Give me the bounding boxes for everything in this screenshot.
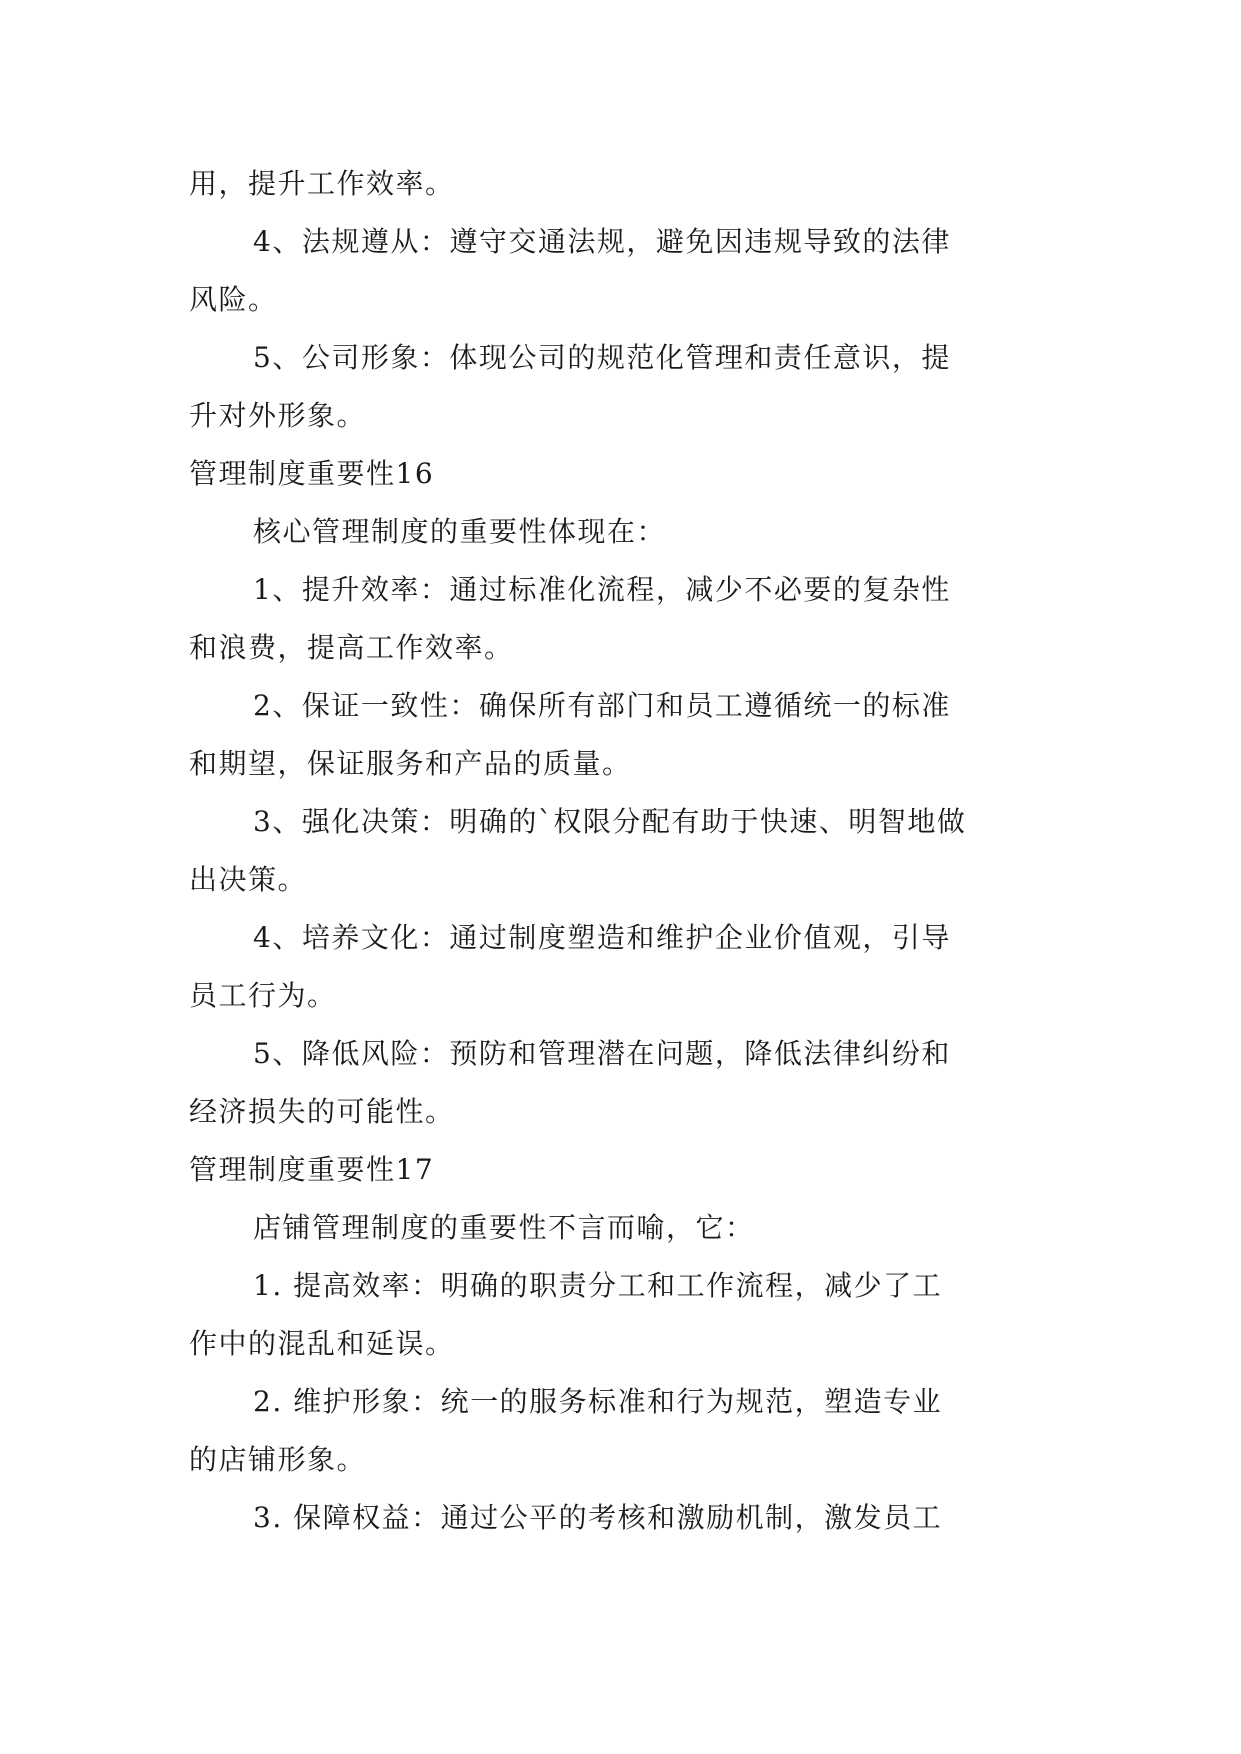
list-item-text: 5、降低风险：预防和管理潜在问题，降低法律纠纷和 xyxy=(253,1037,951,1070)
body-text-line: 出决策。 xyxy=(189,863,308,896)
body-text-line: 的店铺形象。 xyxy=(189,1443,367,1476)
list-item-text: 2、保证一致性：确保所有部门和员工遵循统一的标准 xyxy=(253,689,951,722)
list-item-text: 1. 提高效率：明确的职责分工和工作流程，减少了工 xyxy=(253,1269,943,1302)
list-item-text: 5、公司形象：体现公司的规范化管理和责任意识，提 xyxy=(253,341,951,374)
list-item-text: 2. 维护形象：统一的服务标准和行为规范，塑造专业 xyxy=(253,1385,943,1418)
intro-paragraph: 店铺管理制度的重要性不言而喻，它： xyxy=(253,1211,755,1244)
section-heading: 管理制度重要性17 xyxy=(189,1153,435,1186)
body-text-line: 和浪费，提高工作效率。 xyxy=(189,631,514,664)
list-item-text: 4、培养文化：通过制度塑造和维护企业价值观，引导 xyxy=(253,921,951,954)
list-item-text: 1、提升效率：通过标准化流程，减少不必要的复杂性 xyxy=(253,573,951,606)
document-page xyxy=(189,155,1057,1547)
body-text-line: 员工行为。 xyxy=(189,979,337,1012)
section-heading: 管理制度重要性16 xyxy=(189,457,435,490)
intro-paragraph: 核心管理制度的重要性体现在： xyxy=(253,515,667,548)
body-text-line: 经济损失的可能性。 xyxy=(189,1095,455,1128)
body-text-line: 和期望，保证服务和产品的质量。 xyxy=(189,747,632,780)
body-text-line: 作中的混乱和延误。 xyxy=(189,1327,455,1360)
list-item-text: 4、法规遵从：遵守交通法规，避免因违规导致的法律 xyxy=(253,225,951,258)
body-text-line: 风险。 xyxy=(189,283,278,316)
list-item-text: 3、强化决策：明确的`权限分配有助于快速、明智地做 xyxy=(253,805,967,838)
body-text-line: 用，提升工作效率。 xyxy=(189,167,455,200)
list-item-text: 3. 保障权益：通过公平的考核和激励机制，激发员工 xyxy=(253,1501,943,1534)
body-text-line: 升对外形象。 xyxy=(189,399,367,432)
